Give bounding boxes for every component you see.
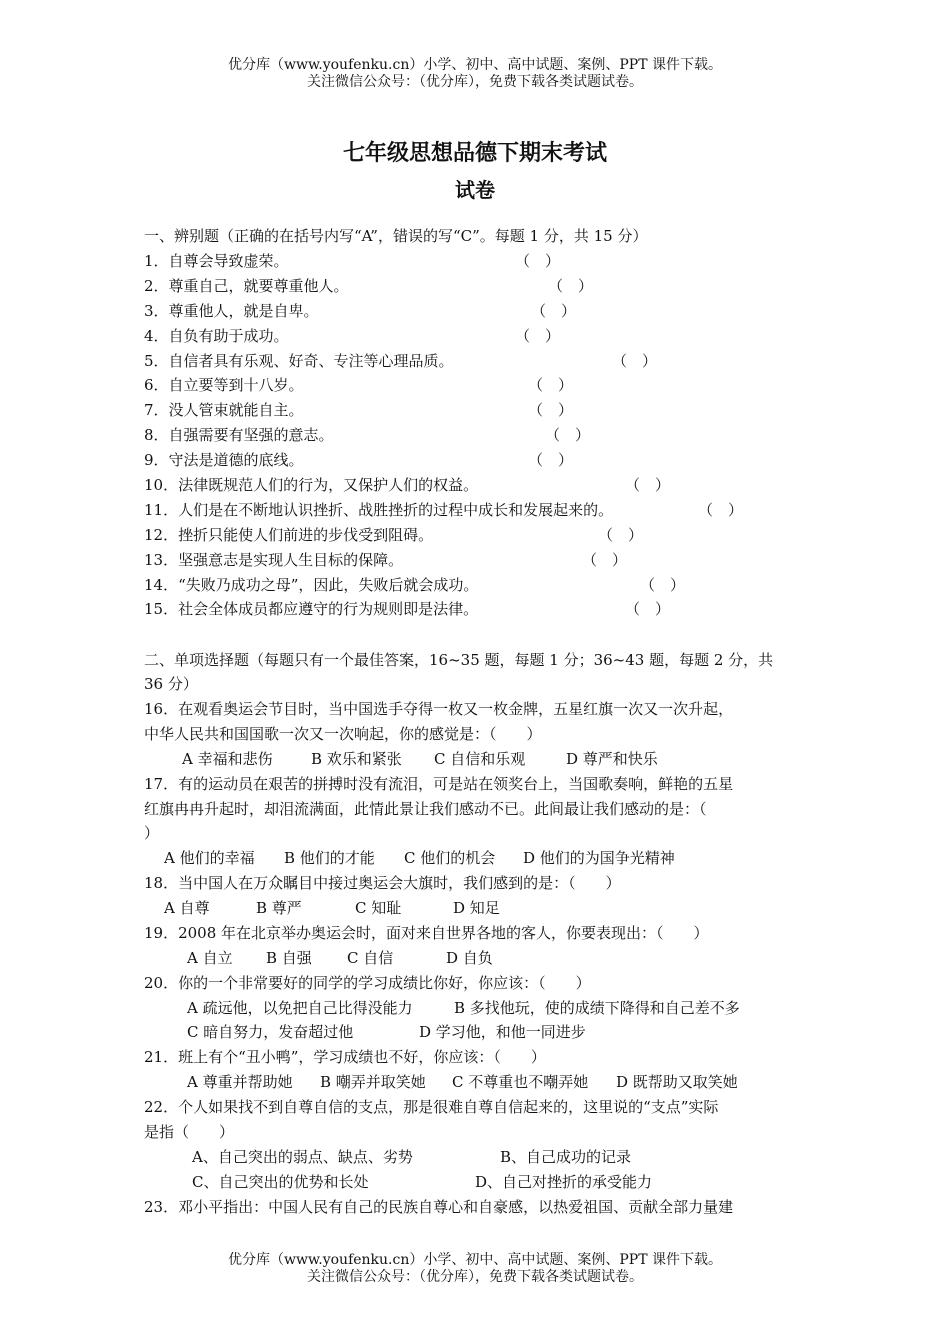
q18-option-d: D 知足 xyxy=(453,899,500,917)
s1-q8: 8．自强需要有坚强的意志。 xyxy=(144,426,334,444)
s1-q3-answer: （ ） xyxy=(531,302,577,320)
q20-option-a: A 疏远他，以免把自己比得没能力 xyxy=(187,999,413,1017)
footer-line-2: 关注微信公众号：（优分库），免费下载各类试题试卷。 xyxy=(307,1269,643,1285)
s1-q3: 3．尊重他人，就是自卑。 xyxy=(144,302,319,320)
s1-q9: 9．守法是道德的底线。 xyxy=(144,451,304,469)
s1-q1-answer: （ ） xyxy=(515,252,561,270)
s1-q6: 6．自立要等到十八岁。 xyxy=(144,376,304,394)
page-header xyxy=(0,57,950,91)
s1-q13: 13．坚强意志是实现人生目标的保障。 xyxy=(144,551,404,569)
q18-option-a: A 自尊 xyxy=(164,899,210,917)
q19-option-d: D 自负 xyxy=(446,949,493,967)
q22-option-d: D、自己对挫折的承受能力 xyxy=(475,1173,653,1191)
q16-stem: 16．在观看奥运会节目时，当中国选手夺得一枚又一枚金牌，五星红旗一次又一次升起， xyxy=(144,700,734,718)
q17-option-a: A 他们的幸福 xyxy=(164,849,255,867)
header-line-1: 优分库（www.youfenku.cn）小学、初中、高中试题、案例、PPT 课件下载。 xyxy=(227,57,722,73)
q22-option-a: A、自己突出的弱点、缺点、劣势 xyxy=(192,1148,413,1166)
q17-option-b: B 他们的才能 xyxy=(284,849,375,867)
q17-stem-end: ） xyxy=(144,824,160,842)
q21-option-d: D 既帮助又取笑她 xyxy=(616,1073,738,1091)
q21-stem: 21．班上有个“丑小鸭”，学习成绩也不好，你应该：（ ） xyxy=(144,1048,546,1066)
s1-q2: 2．尊重自己，就要尊重他人。 xyxy=(144,277,349,295)
q19-stem: 19．2008 年在北京举办奥运会时，面对来自世界各地的客人，你要表现出：（ ） xyxy=(144,924,709,942)
s1-q5-answer: （ ） xyxy=(612,352,658,370)
s1-q14-answer: （ ） xyxy=(640,576,686,594)
q16-option-a: A 幸福和悲伤 xyxy=(182,750,273,768)
q21-option-c: C 不尊重也不嘲弄她 xyxy=(452,1073,589,1091)
q20-option-c: C 暗自努力，发奋超过他 xyxy=(187,1023,354,1041)
q22-option-b: B、自己成功的记录 xyxy=(500,1148,632,1166)
q16-option-d: D 尊严和快乐 xyxy=(566,750,658,768)
q18-option-b: B 尊严 xyxy=(256,899,302,917)
q17-option-d: D 他们的为国争光精神 xyxy=(523,849,675,867)
s1-q11-answer: （ ） xyxy=(698,501,744,519)
s1-q5: 5．自信者具有乐观、好奇、专注等心理品质。 xyxy=(144,352,454,370)
s1-q10-answer: （ ） xyxy=(625,476,671,494)
q17-stem-cont: 红旗冉冉升起时，却泪流满面，此情此景让我们感动不已。此间最让我们感动的是：（ xyxy=(144,800,707,818)
exam-title: 七年级思想品德下期末考试 xyxy=(342,140,607,166)
s1-q10: 10．法律既规范人们的行为，又保护人们的权益。 xyxy=(144,476,479,494)
s1-q7: 7．没人管束就能自主。 xyxy=(144,401,304,419)
s1-q9-answer: （ ） xyxy=(528,451,574,469)
q22-stem-cont: 是指（ ） xyxy=(144,1123,235,1141)
q19-option-c: C 自信 xyxy=(347,949,394,967)
s1-q13-answer: （ ） xyxy=(582,551,628,569)
q23-stem: 23．邓小平指出：中国人民有自己的民族自尊心和自豪感，以热爱祖国、贡献全部力量建 xyxy=(144,1198,734,1216)
exam-subtitle: 试卷 xyxy=(455,178,495,202)
s1-q15-answer: （ ） xyxy=(625,600,671,618)
q20-stem: 20．你的一个非常要好的同学的学习成绩比你好，你应该：（ ） xyxy=(144,974,591,992)
header-line-2: 关注微信公众号：（优分库），免费下载各类试题试卷。 xyxy=(307,74,643,90)
q22-stem: 22．个人如果找不到自尊自信的支点，那是很难自尊自信起来的，这里说的“支点”实际 xyxy=(144,1098,719,1116)
s1-q12: 12．挫折只能使人们前进的步伐受到阻碍。 xyxy=(144,526,434,544)
q22-option-c: C、自己突出的优势和长处 xyxy=(192,1173,369,1191)
section2-heading: 二、单项选择题（每题只有一个最佳答案，16~35 题，每题 1 分；36~43 题，每题 2 分，共 xyxy=(144,651,774,669)
s1-q14: 14．“失败乃成功之母”，因此，失败后就会成功。 xyxy=(144,576,479,594)
s1-q4: 4．自负有助于成功。 xyxy=(144,327,289,345)
s1-q4-answer: （ ） xyxy=(515,327,561,345)
q20-option-b: B 多找他玩，使的成绩下降得和自己差不多 xyxy=(454,999,740,1017)
s1-q12-answer: （ ） xyxy=(598,526,644,544)
footer-line-1: 优分库（www.youfenku.cn）小学、初中、高中试题、案例、PPT 课件下载。 xyxy=(227,1252,722,1268)
s1-q6-answer: （ ） xyxy=(528,376,574,394)
page-footer xyxy=(0,1252,950,1286)
section1-heading: 一、辨别题（正确的在括号内写“A”，错误的写“C”。每题 1 分，共 15 分） xyxy=(144,227,648,245)
q20-option-d: D 学习他，和他一同进步 xyxy=(419,1023,586,1041)
q17-option-c: C 他们的机会 xyxy=(404,849,496,867)
s1-q11: 11．人们是在不断地认识挫折、战胜挫折的过程中成长和发展起来的。 xyxy=(144,501,614,519)
q16-option-c: C 自信和乐观 xyxy=(434,750,526,768)
s1-q2-answer: （ ） xyxy=(548,277,594,295)
q17-stem: 17．有的运动员在艰苦的拼搏时没有流泪，可是站在领奖台上，当国歌奏响，鲜艳的五星 xyxy=(144,775,734,793)
q16-option-b: B 欢乐和紧张 xyxy=(311,750,402,768)
section2-heading-cont: 36 分） xyxy=(144,675,198,693)
s1-q1: 1．自尊会导致虚荣。 xyxy=(144,252,289,270)
q21-option-b: B 嘲弄并取笑她 xyxy=(320,1073,426,1091)
q18-option-c: C 知耻 xyxy=(355,899,402,917)
s1-q15: 15．社会全体成员都应遵守的行为规则即是法律。 xyxy=(144,600,479,618)
q19-option-a: A 自立 xyxy=(187,949,233,967)
q21-option-a: A 尊重并帮助她 xyxy=(187,1073,293,1091)
q16-stem-cont: 中华人民共和国国歌一次又一次响起，你的感觉是：（ ） xyxy=(144,725,542,743)
q18-stem: 18．当中国人在万众瞩目中接过奥运会大旗时，我们感到的是：（ ） xyxy=(144,874,621,892)
s1-q7-answer: （ ） xyxy=(528,401,574,419)
s1-q8-answer: （ ） xyxy=(545,426,591,444)
q19-option-b: B 自强 xyxy=(266,949,312,967)
